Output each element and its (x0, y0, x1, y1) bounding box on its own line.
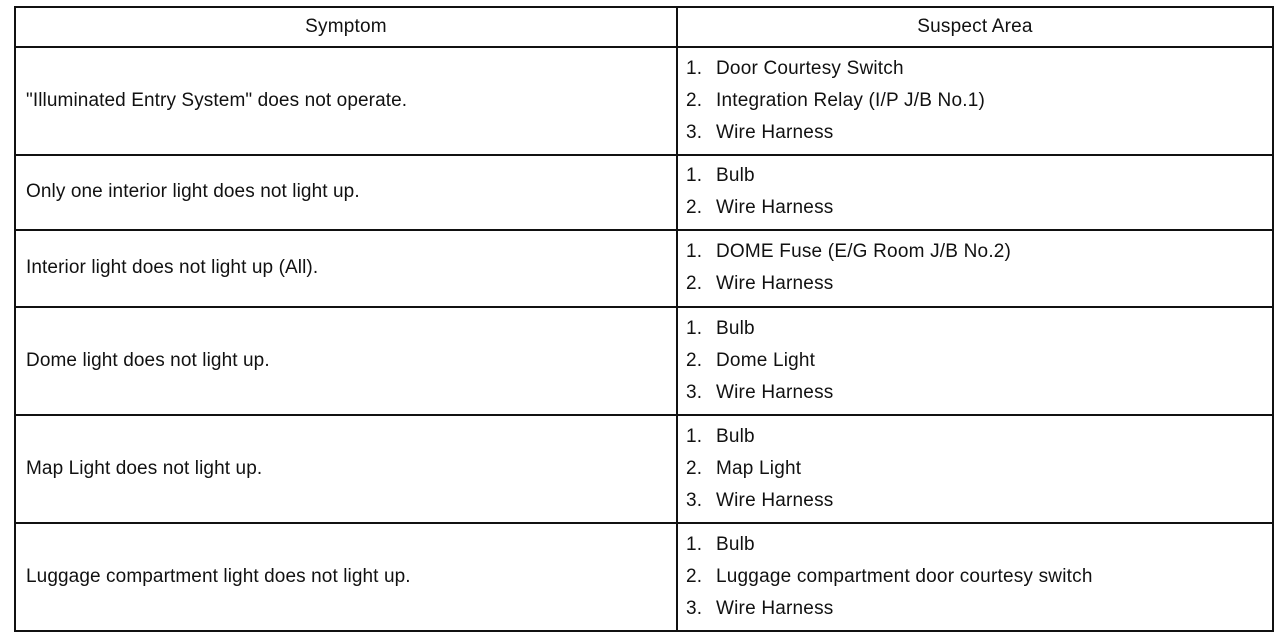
suspect-area-text: DOME Fuse (E/G Room J/B No.2) (716, 241, 1012, 263)
suspect-area-list (686, 313, 1272, 409)
header-symptom: Symptom (15, 7, 677, 47)
table-row (15, 307, 1273, 415)
symptom-cell: Luggage compartment light does not light up. (15, 523, 677, 631)
suspect-area-text: Door Courtesy Switch (716, 57, 904, 79)
table-row (15, 523, 1273, 631)
list-item: 2. Dome Light (686, 350, 816, 372)
suspect-area-text: Integration Relay (I/P J/B No.1) (716, 89, 986, 111)
list-item: 1. DOME Fuse (E/G Room J/B No.2) (686, 241, 1012, 263)
list-item: 1. Bulb (686, 426, 755, 447)
table-row (15, 230, 1273, 307)
list-item: 2. Wire Harness (686, 273, 834, 295)
suspect-area-text: Bulb (716, 165, 755, 187)
suspect-area-text: Wire Harness (716, 273, 834, 295)
suspect-area-list (686, 421, 1272, 517)
suspect-area-text: Bulb (716, 426, 755, 447)
suspect-area-list (686, 236, 1272, 300)
symptom-cell: "Illuminated Entry System" does not operate. (15, 47, 677, 155)
header-row (15, 7, 1273, 47)
table-row (15, 155, 1273, 230)
suspect-area-text: Bulb (716, 534, 755, 555)
suspect-area-list (686, 160, 1272, 224)
list-item: 2. Map Light (686, 458, 802, 479)
list-item: 3. Wire Harness (686, 382, 834, 404)
list-item: 1. Bulb (686, 318, 755, 340)
list-item: 2. Wire Harness (686, 197, 834, 219)
suspect-area-cell (677, 307, 1273, 415)
suspect-area-text: Wire Harness (716, 197, 834, 219)
suspect-area-list (686, 529, 1272, 625)
list-item: 3. Wire Harness (686, 598, 834, 619)
symptom-cell: Interior light does not light up (All). (15, 230, 677, 307)
suspect-area-list (686, 53, 1272, 149)
troubleshooting-table (14, 6, 1274, 632)
table-row (15, 415, 1273, 523)
symptom-cell: Dome light does not light up. (15, 307, 677, 415)
list-item: 1. Bulb (686, 534, 755, 555)
suspect-area-cell (677, 230, 1273, 307)
suspect-area-text: Wire Harness (716, 490, 834, 511)
suspect-area-text: Luggage compartment door courtesy switch (716, 566, 1093, 587)
suspect-area-text: Wire Harness (716, 598, 834, 619)
list-item: 3. Wire Harness (686, 490, 834, 511)
suspect-area-text: Map Light (716, 458, 802, 479)
list-item: 1. Bulb (686, 165, 755, 187)
list-item: 1. Door Courtesy Switch (686, 57, 904, 79)
suspect-area-text: Wire Harness (716, 121, 834, 143)
suspect-area-cell (677, 47, 1273, 155)
symptom-cell: Only one interior light does not light up. (15, 155, 677, 230)
list-item: 2. Integration Relay (I/P J/B No.1) (686, 89, 986, 111)
suspect-area-cell (677, 523, 1273, 631)
troubleshooting-table-frame (14, 6, 1272, 632)
table-row (15, 47, 1273, 155)
list-item: 2. Luggage compartment door courtesy switch (686, 566, 1093, 587)
header-suspect-area: Suspect Area (677, 7, 1273, 47)
suspect-area-text: Wire Harness (716, 382, 834, 404)
suspect-area-cell (677, 415, 1273, 523)
suspect-area-text: Bulb (716, 318, 755, 340)
suspect-area-cell (677, 155, 1273, 230)
suspect-area-text: Dome Light (716, 350, 816, 372)
symptom-cell: Map Light does not light up. (15, 415, 677, 523)
list-item: 3. Wire Harness (686, 121, 834, 143)
